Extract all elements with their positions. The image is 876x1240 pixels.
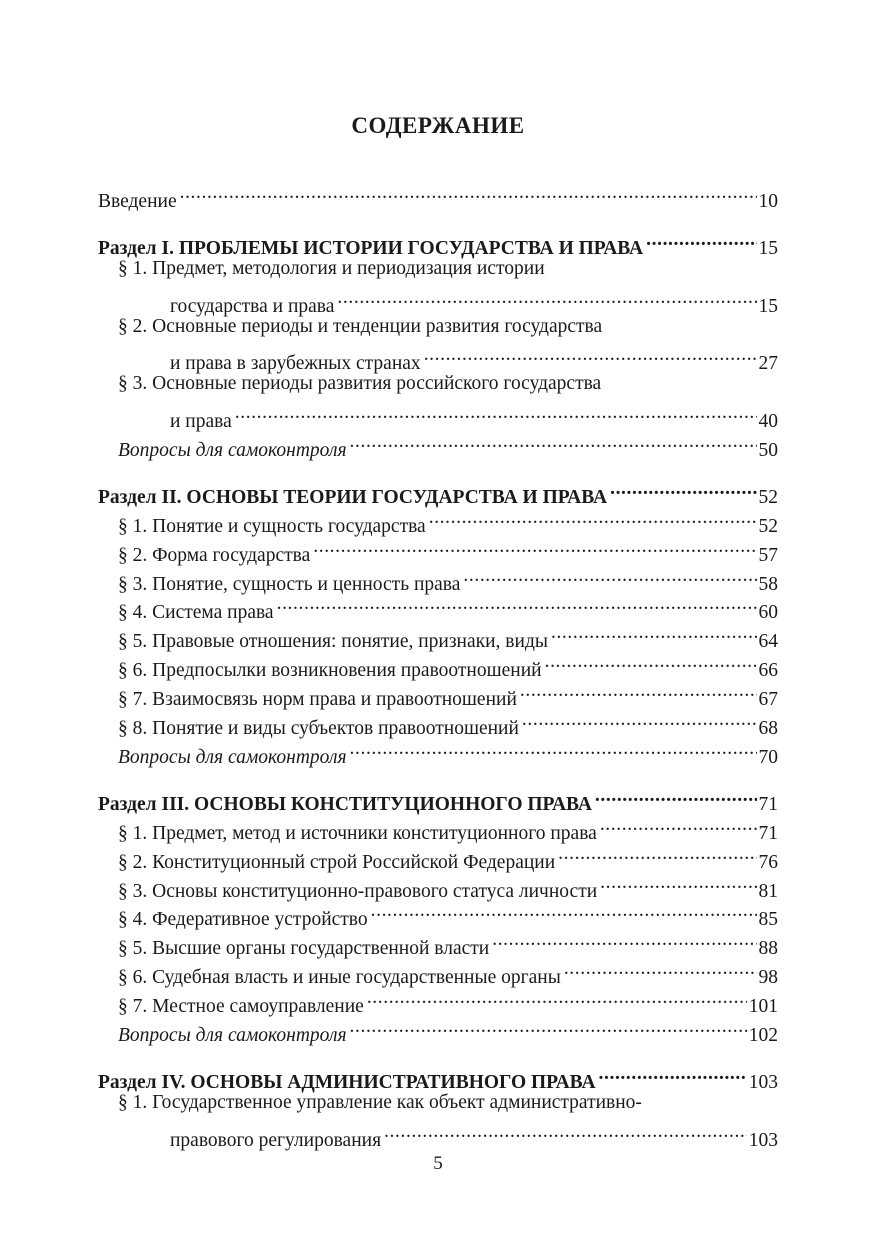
toc-page-number: 57 [758,545,778,566]
toc-page-number: 102 [748,1025,778,1046]
page-number: 5 [433,1153,443,1174]
toc-entry-text: § 6. Судебная власть и иные государственные органы [118,967,561,988]
toc-entry[interactable] [118,926,778,959]
leader-dots [522,706,757,734]
toc-page-number: 64 [758,631,778,652]
leader-dots [545,648,757,676]
toc-entry-text: § 4. Федеративное устройство [118,909,368,930]
leader-dots [646,226,756,254]
toc-page-number: 103 [748,1072,778,1093]
toc-section-heading[interactable] [98,475,778,508]
toc-page-number: 70 [758,747,778,768]
leader-dots [551,619,757,647]
toc-page-number: 40 [758,411,778,432]
toc-entry-text: § 1. Государственное управление как объект административно- [118,1092,642,1113]
toc-entry-text: § 5. Высшие органы государственной власти [118,938,490,959]
toc-entry-text: § 7. Местное самоуправление [118,996,364,1017]
toc-page-number: 15 [758,296,778,317]
toc-page-number: 52 [758,516,778,537]
toc-entry[interactable] [118,955,778,988]
toc-entry-text: § 1. Предмет, метод и источники конституционного права [118,823,597,844]
leader-dots [610,475,756,503]
section-title: Раздел I. ПРОБЛЕМЫ ИСТОРИИ ГОСУДАРСТВА И ПРАВА [98,238,644,259]
toc-entry-text: Вопросы для самоконтроля [118,440,347,461]
toc-entry[interactable] [118,984,778,1017]
toc-page-number: 76 [758,852,778,873]
toc-page-number: 85 [758,909,778,930]
toc-questions-entry[interactable] [118,735,778,768]
toc-entry-text: § 3. Основные периоды развития российского государства [118,373,602,394]
leader-dots [600,811,757,839]
leader-dots [384,1118,747,1146]
leader-dots [599,1060,747,1088]
toc-entry-text: и права [170,411,232,432]
leader-dots [180,179,757,207]
toc-page-number: 71 [758,794,778,815]
toc-questions-entry[interactable] [118,1013,778,1046]
toc-entry-text: § 7. Взаимосвязь норм права и правоотношений [118,689,517,710]
leader-dots [367,984,747,1012]
toc-section-heading[interactable] [98,226,778,259]
toc-questions-entry[interactable] [118,428,778,461]
toc-entry-text: Введение [98,191,177,212]
toc-page-number: 15 [758,238,778,259]
toc-entry[interactable] [118,869,778,902]
section-title: Раздел IV. ОСНОВЫ АДМИНИСТРАТИВНОГО ПРАВА [98,1072,596,1093]
toc-entry-intro[interactable] [98,179,778,212]
leader-dots [564,955,757,983]
toc-section-heading[interactable] [98,782,778,815]
leader-dots [424,341,757,369]
toc-entry[interactable] [118,840,778,873]
toc-section-heading[interactable] [98,1060,778,1093]
toc-page-number: 10 [758,191,778,212]
leader-dots [558,840,756,868]
toc-entry[interactable] [118,590,778,623]
toc-entry[interactable] [118,533,778,566]
toc-entry[interactable] [170,341,778,374]
toc-entry[interactable] [118,706,778,739]
toc-entry-text: § 2. Основные периоды и тенденции развития государства [118,316,603,337]
toc-page-number: 67 [758,689,778,710]
page-title: СОДЕРЖАНИЕ [351,113,525,138]
toc-entry[interactable] [118,677,778,710]
leader-dots [350,1013,747,1041]
toc-entry[interactable] [118,648,778,681]
toc-entry-text: § 3. Основы конституционно-правового статуса личности [118,881,598,902]
toc-page-number: 60 [758,602,778,623]
toc-entry-text: § 1. Понятие и сущность государства [118,516,426,537]
toc-page-number: 50 [758,440,778,461]
toc-page-number: 103 [748,1130,778,1151]
toc-entry-first-line[interactable] [118,313,778,341]
leader-dots [277,590,757,618]
leader-dots [350,428,757,456]
toc-page-number: 88 [758,938,778,959]
toc-page-number: 101 [748,996,778,1017]
toc-entry[interactable] [118,504,778,537]
toc-entry[interactable] [170,284,778,317]
section-title: Раздел II. ОСНОВЫ ТЕОРИИ ГОСУДАРСТВА И ПРАВА [98,487,608,508]
toc-entry-first-line[interactable] [118,1089,778,1117]
toc-page-number: 66 [758,660,778,681]
toc-entry[interactable] [118,562,778,595]
toc-entry-text: § 6. Предпосылки возникновения правоотношений [118,660,542,681]
toc-entry-text: и права в зарубежных странах [170,353,421,374]
toc-entry-first-line[interactable] [118,370,778,398]
toc-page-number: 71 [758,823,778,844]
toc-entry-text: § 1. Предмет, методология и периодизация истории [118,258,545,279]
leader-dots [463,562,756,590]
toc-entry-first-line[interactable] [118,255,778,283]
toc-page-number: 68 [758,718,778,739]
toc-entry-text: Вопросы для самоконтроля [118,1025,347,1046]
toc-entry-text: § 2. Форма государства [118,545,311,566]
toc-page-number: 52 [758,487,778,508]
toc-page-number: 27 [758,353,778,374]
toc-entry-text: § 2. Конституционный строй Российской Федерации [118,852,556,873]
leader-dots [520,677,757,705]
leader-dots [235,399,757,427]
toc-entry[interactable] [118,897,778,930]
section-title: Раздел III. ОСНОВЫ КОНСТИТУЦИОННОГО ПРАВА [98,794,592,815]
leader-dots [429,504,757,532]
toc-entry[interactable] [118,619,778,652]
toc-entry-text: § 3. Понятие, сущность и ценность права [118,574,461,595]
toc-entry-text: правового регулирования [170,1130,382,1151]
leader-dots [350,735,757,763]
toc-page-number: 58 [758,574,778,595]
toc-entry[interactable] [118,811,778,844]
toc-page-number: 81 [758,881,778,902]
toc-entry-text: § 5. Правовые отношения: понятие, признаки, виды [118,631,548,652]
leader-dots [371,897,757,925]
toc-entry-text: Вопросы для самоконтроля [118,747,347,768]
leader-dots [313,533,756,561]
leader-dots [600,869,756,897]
toc-entry[interactable] [170,1118,778,1151]
toc-entry[interactable] [170,399,778,432]
toc-entry-text: государства и права [170,296,335,317]
leader-dots [595,782,757,810]
toc-page-number: 98 [758,967,778,988]
leader-dots [492,926,756,954]
toc-entry-text: § 4. Система права [118,602,274,623]
toc-entry-text: § 8. Понятие и виды субъектов правоотношений [118,718,519,739]
leader-dots [337,284,756,312]
